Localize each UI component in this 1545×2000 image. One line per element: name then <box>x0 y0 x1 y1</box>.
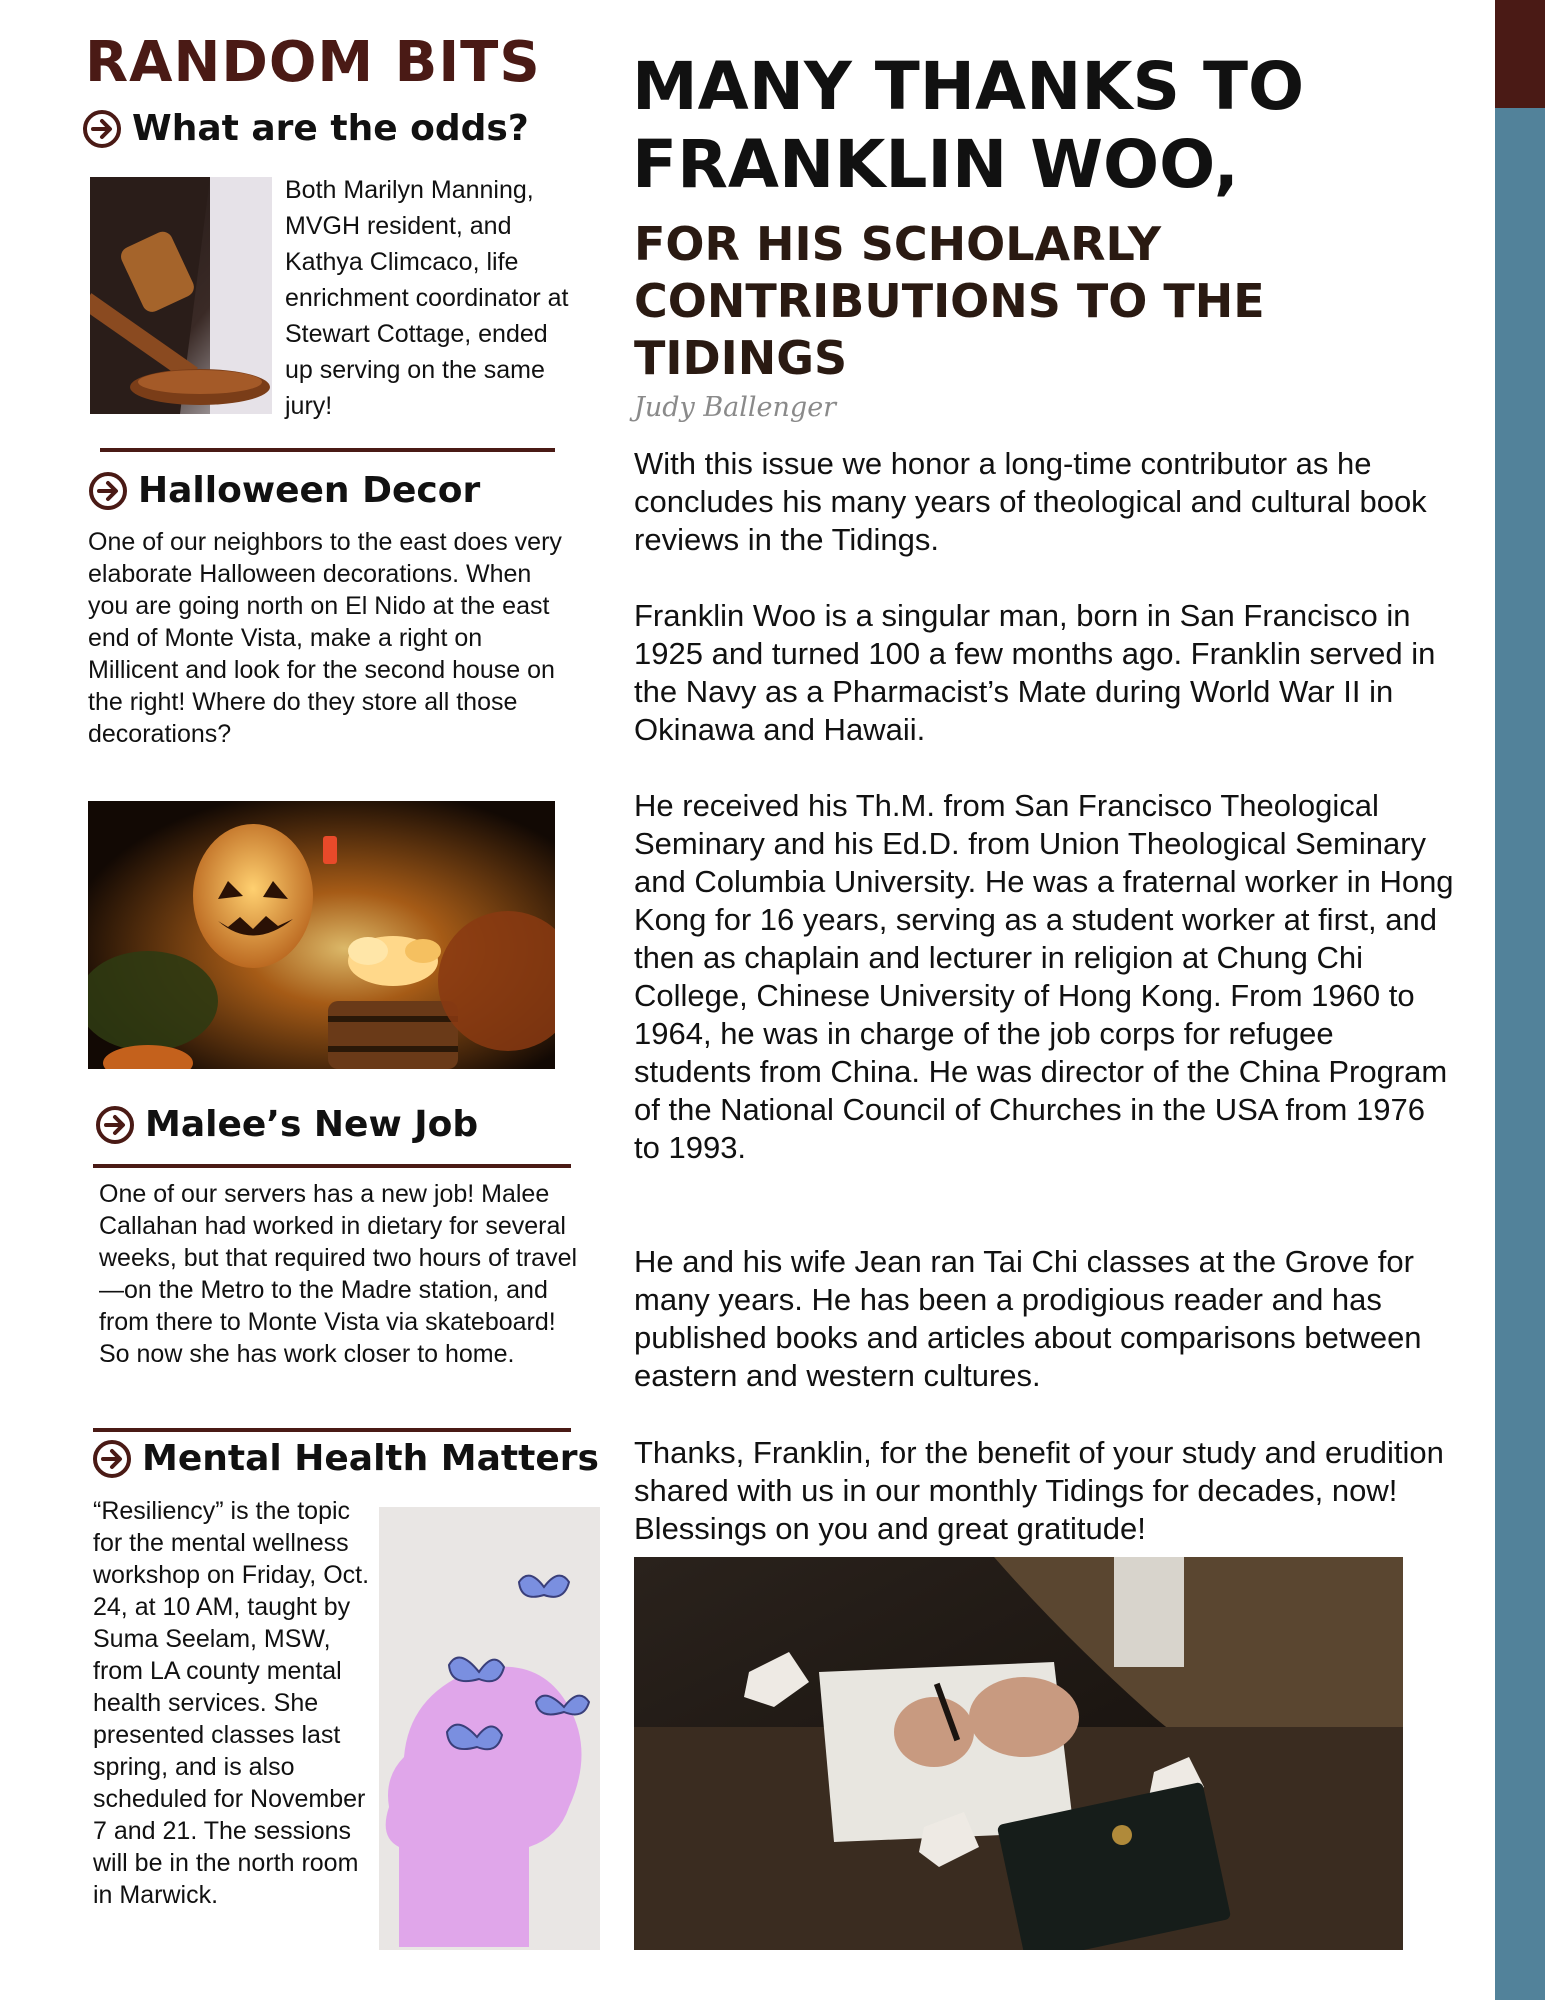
heading-text: Mental Health Matters <box>142 1438 599 1479</box>
heading-what-are-the-odds <box>82 108 529 149</box>
article-paragraph: Thanks, Franklin, for the benefit of your study and erudition shared with us in our monthly Tidings for decades, now! Blessings on you and great gratitude! <box>634 1435 1444 1546</box>
article-paragraph: He received his Th.M. from San Francisco Theological Seminary and his Ed.D. from Union Theological Seminary and Columbia University. He was a fraternal worker in Hong Kong for 16 years, serving as a student worker at first, and then as chaplain and lecturer in religion at Chung Chi College, Chinese University of Hong Kong. From 1960 to 1964, he was in charge of the job corps for refugee students from China. He was director of the China Program of the National Council of Churches in the USA from 1976 to 1993. <box>634 788 1454 1165</box>
article-byline: Judy Ballenger <box>634 392 837 423</box>
heading-text: Halloween Decor <box>138 470 481 511</box>
odds-body: Both Marilyn Manning, MVGH resident, and Kathya Climcaco, life enrichment coordinator at Stewart Cottage, ended up serving on the same jury! <box>285 176 569 420</box>
heading-text: Malee’s New Job <box>145 1104 479 1145</box>
divider <box>93 1428 571 1432</box>
side-accent-bar <box>1495 108 1545 2000</box>
halloween-body: One of our neighbors to the east does very elaborate Halloween decorations. When you are going north on El Nido at the east end of Monte Vista, make a right on Millicent and look for the second house on the right! Where do they store all those decorations? <box>88 528 562 748</box>
arrow-circle-icon <box>82 109 122 149</box>
gavel-photo <box>90 177 272 414</box>
halloween-photo <box>88 801 555 1069</box>
divider <box>100 448 555 452</box>
article-title: MANY THANKS TO FRANKLIN WOO, <box>632 48 1305 203</box>
article-paragraph: Franklin Woo is a singular man, born in San Francisco in 1925 and turned 100 a few months ago. Franklin served in the Navy as a Pharmacist’s Mate during World War II in Okinawa and Hawaii. <box>634 598 1436 747</box>
article-subtitle: FOR HIS SCHOLARLY CONTRIBUTIONS TO THE TIDINGS <box>634 217 1265 385</box>
divider <box>93 1164 571 1168</box>
arrow-circle-icon <box>95 1105 135 1145</box>
heading-malees-new-job <box>95 1104 478 1145</box>
top-accent-bar <box>1495 0 1545 108</box>
mental-health-body: “Resiliency” is the topic for the mental wellness workshop on Friday, Oct. 24, at 10 AM, taught by Suma Seelam, MSW, from LA county mental health services. She presented classes last spring, and is also scheduled for November 7 and 21. The sessions will be in the north room in Marwick. <box>93 1497 370 1909</box>
heading-halloween-decor <box>88 470 480 511</box>
arrow-circle-icon <box>88 471 128 511</box>
article-paragraph: He and his wife Jean ran Tai Chi classes at the Grove for many years. He has been a prodigious reader and has published books and articles about comparisons between eastern and western cultures. <box>634 1244 1422 1393</box>
arrow-circle-icon <box>92 1439 132 1479</box>
heading-mental-health-matters <box>92 1438 599 1479</box>
article-paragraph: With this issue we honor a long-time contributor as he concludes his many years of theological and cultural book reviews in the Tidings. <box>634 446 1427 557</box>
writing-photo <box>634 1557 1403 1950</box>
butterfly-head-photo <box>379 1507 600 1950</box>
heading-text: What are the odds? <box>132 108 529 149</box>
malee-body: One of our servers has a new job! Malee Callahan had worked in dietary for several weeks, but that required two hours of travel—on the Metro to the Madre station, and from there to Monte Vista via skateboard! So now she has work closer to home. <box>99 1180 578 1368</box>
section-title: RANDOM BITS <box>85 30 541 95</box>
